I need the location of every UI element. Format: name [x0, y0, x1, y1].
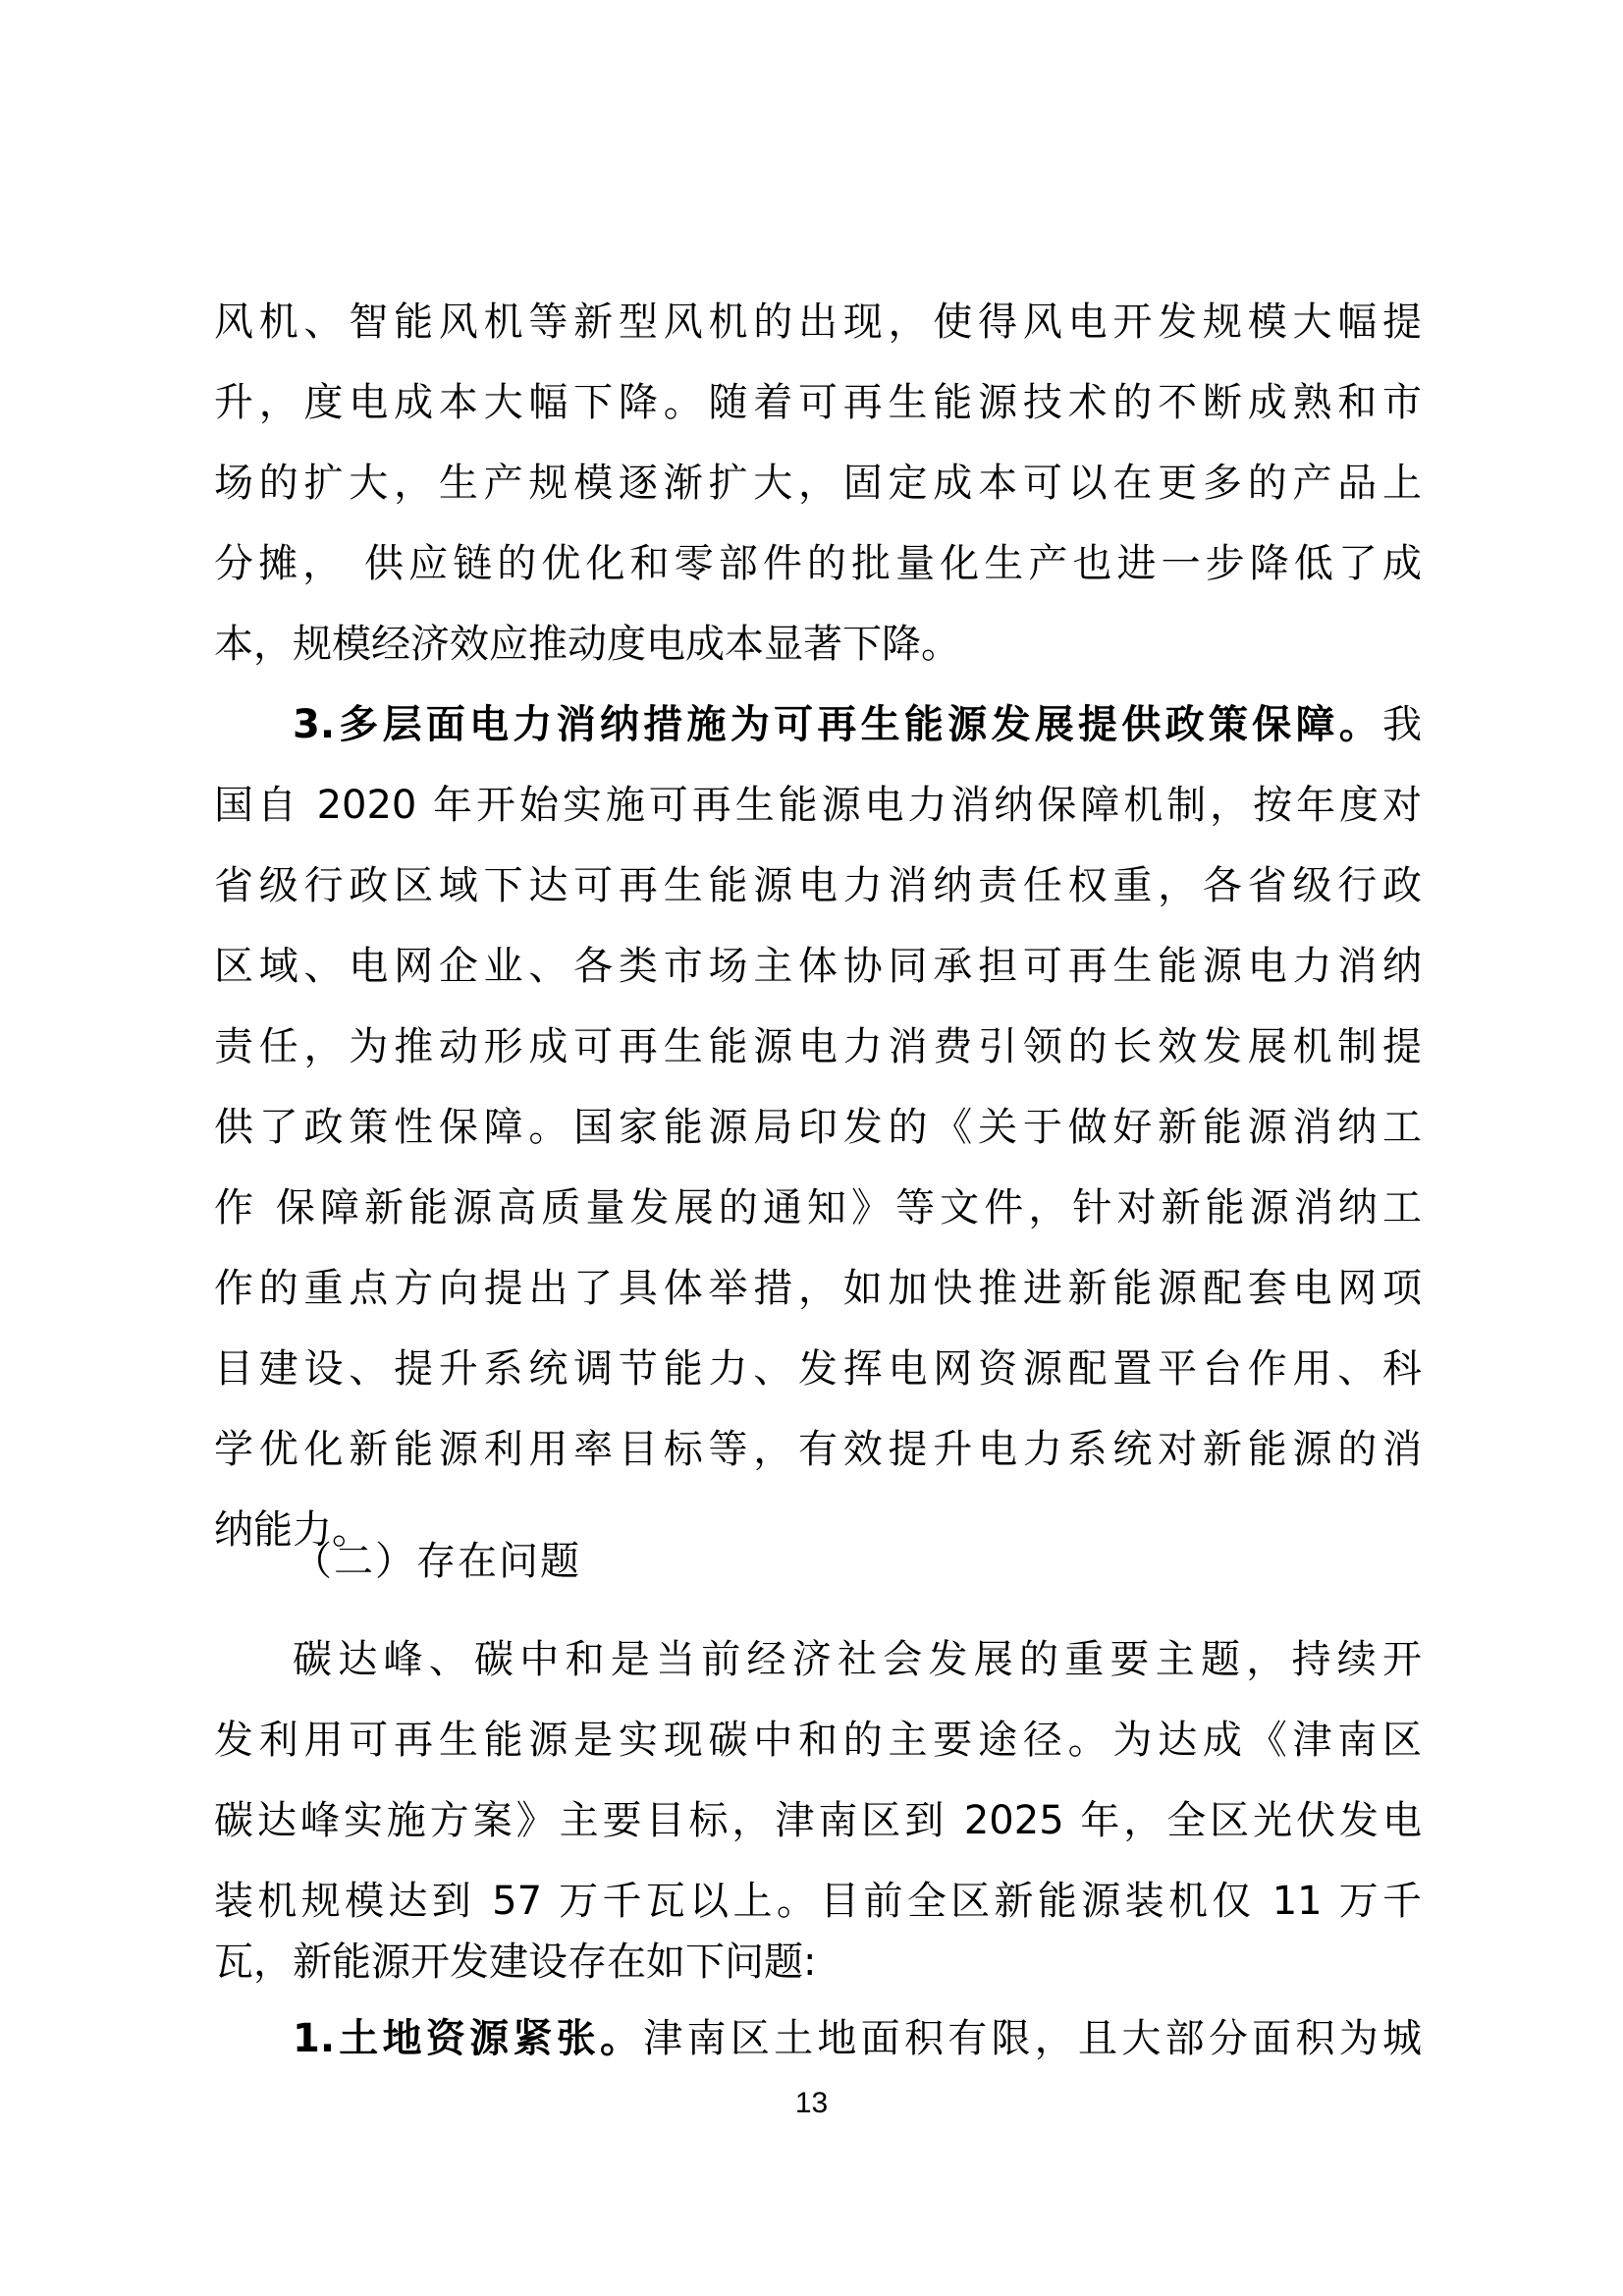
- text-line: 作的重点方向提出了具体举措，如加快推进新能源配套电网项: [214, 1266, 1422, 1311]
- text-line: 作 保障新能源高质量发展的通知》等文件，针对新能源消纳工: [214, 1185, 1422, 1230]
- paragraph-title: 1.土地资源紧张。: [293, 2016, 644, 2061]
- text-line: 供了政策性保障。国家能源局印发的《关于做好新能源消纳工: [214, 1105, 1422, 1150]
- paragraph-title: 3.多层面电力消纳措施为可再生能源发展提供政策保障。: [293, 702, 1382, 747]
- text-line: 风机、智能风机等新型风机的出现，使得风电开发规模大幅提: [214, 300, 1422, 345]
- text-line: 装机规模达到 57 万千瓦以上。目前全区新能源装机仅 11 万千: [214, 1879, 1422, 1924]
- text-line: 瓦，新能源开发建设存在如下问题:: [214, 1940, 817, 1985]
- text-line: 本，规模经济效应推动度电成本显著下降。: [214, 622, 960, 667]
- text-line: 分摊， 供应链的优化和零部件的批量化生产也进一步降低了成: [214, 541, 1422, 586]
- section-heading: （二）存在问题: [293, 1539, 581, 1584]
- text-line: 学优化新能源利用率目标等，有效提升电力系统对新能源的消: [214, 1427, 1422, 1472]
- text-line: [293, 2009, 1422, 2068]
- text-line: 纳能力。: [214, 1507, 371, 1553]
- text-line: 场的扩大，生产规模逐渐扩大，固定成本可以在更多的产品上: [214, 461, 1422, 506]
- text-line: 区域、电网企业、各类市场主体协同承担可再生能源电力消纳: [214, 944, 1422, 989]
- text-line: 省级行政区域下达可再生能源电力消纳责任权重，各省级行政: [214, 863, 1422, 908]
- page-number: 13: [794, 2087, 829, 2119]
- text-line: 碳达峰实施方案》主要目标，津南区到 2025 年，全区光伏发电: [214, 1798, 1422, 1843]
- text-run: 我: [1382, 702, 1422, 747]
- text-line: 目建设、提升系统调节能力、发挥电网资源配置平台作用、科: [214, 1346, 1422, 1392]
- text-line: 责任，为推动形成可再生能源电力消费引领的长效发展机制提: [214, 1024, 1422, 1069]
- text-line: 碳达峰、碳中和是当前经济社会发展的重要主题，持续开: [293, 1637, 1422, 1682]
- text-line: 国自 2020 年开始实施可再生能源电力消纳保障机制，按年度对: [214, 783, 1422, 828]
- text-line: [293, 695, 1422, 754]
- text-line: 升，度电成本大幅下降。随着可再生能源技术的不断成熟和市: [214, 380, 1422, 425]
- text-line: 发利用可再生能源是实现碳中和的主要途径。为达成《津南区: [214, 1718, 1422, 1763]
- text-run: 津南区土地面积有限，且大部分面积为城: [643, 2016, 1422, 2061]
